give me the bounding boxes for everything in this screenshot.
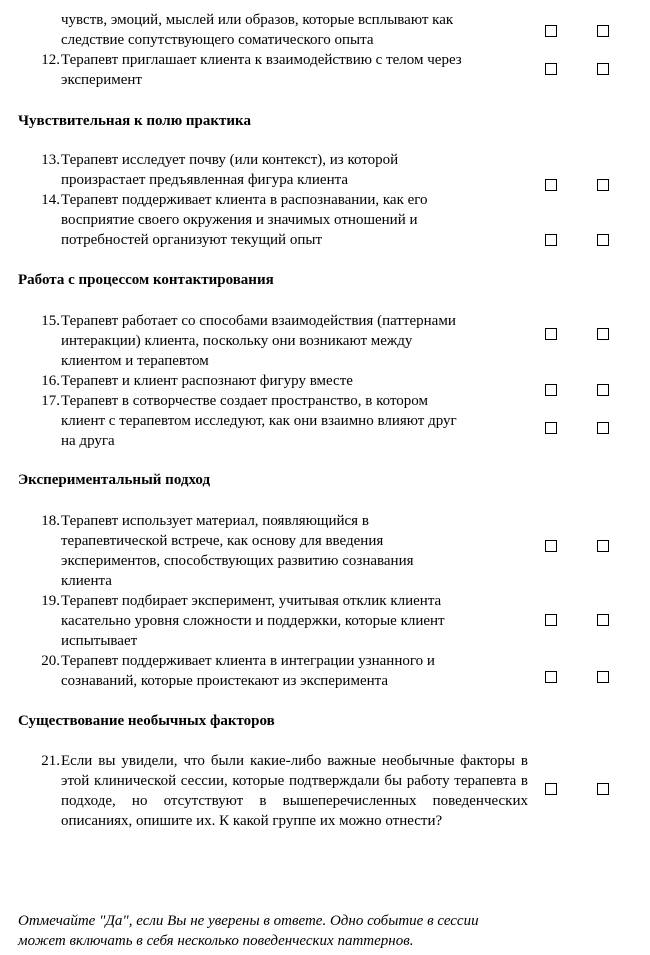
item-13-checkbox-yes[interactable] [545, 179, 557, 191]
item-14-checkbox-no[interactable] [597, 234, 609, 246]
item-15-checkbox-no[interactable] [597, 328, 609, 340]
item-19-text-line-3: испытывает [61, 633, 138, 649]
item-20-checkbox-no[interactable] [597, 671, 609, 683]
item-21-checkbox-no[interactable] [597, 783, 609, 795]
item-15-text-line-3: клиентом и терапевтом [61, 353, 209, 369]
item-13-text-line-1: Терапевт исследует почву (или контекст), из которой [61, 152, 399, 168]
item-19-text-line-2: касательно уровня сложности и поддержки, которые клиент [61, 613, 445, 629]
item-18-text-line-1: Терапевт использует материал, появляющийся в [61, 513, 369, 529]
item-11-text-line-1: чувств, эмоций, мыслей или образов, которые всплывают как [61, 12, 454, 28]
item-16-text-line-1: Терапевт и клиент распознают фигуру вместе [61, 373, 353, 389]
item-18-text-line-2: терапевтической встрече, как основу для введения [61, 533, 384, 549]
item-18-checkbox-no[interactable] [597, 540, 609, 552]
section-heading-experimental-approach: Экспериментальный подход [18, 472, 211, 488]
item-17-number: 17. [41, 393, 60, 409]
item-12-text-line-2: эксперимент [61, 72, 142, 88]
item-20-number: 20. [41, 653, 60, 669]
item-21-text: Если вы увидели, что были какие-либо важные необычные факторы в этой клинической сессии, которые подтверждали бы работу терапевта в подходе, но отсутствуют в вышеперечисленных поведенческих описаниях, опишите их. К какой группе их можно отнести? [61, 753, 528, 829]
item-12-number: 12. [41, 52, 60, 68]
item-11-text-line-2: следствие сопутствующего соматического опыта [61, 32, 374, 48]
item-12-text-line-1: Терапевт приглашает клиента к взаимодействию с телом через [61, 52, 462, 68]
item-15-text-line-1: Терапевт работает со способами взаимодействия (паттернами [61, 313, 456, 329]
item-13-text-line-2: произрастает предъявленная фигура клиента [61, 172, 349, 188]
item-19-checkbox-no[interactable] [597, 614, 609, 626]
section-heading-field-sensitive-practice: Чувствительная к полю практика [18, 113, 251, 129]
item-20-text-line-2: сознаваний, которые проистекают из эксперимента [61, 673, 389, 689]
item-21-number: 21. [41, 753, 60, 769]
section-heading-contact-process: Работа с процессом контактирования [18, 272, 274, 288]
item-17-text-line-1: Терапевт в сотворчестве создает пространство, в котором [61, 393, 429, 409]
footnote-line-1: Отмечайте "Да", если Вы не уверены в ответе. Одно событие в сессии [18, 913, 479, 929]
item-20-text-line-1: Терапевт поддерживает клиента в интеграции узнанного и [61, 653, 435, 669]
item-11-checkbox-yes[interactable] [545, 25, 557, 37]
item-19-text-line-1: Терапевт подбирает эксперимент, учитывая отклик клиента [61, 593, 442, 609]
item-19-number: 19. [41, 593, 60, 609]
item-13-number: 13. [41, 152, 60, 168]
item-17-text-line-3: на друга [61, 433, 115, 449]
item-17-text-line-2: клиент с терапевтом исследуют, как они взаимно влияют друг [61, 413, 457, 429]
item-16-checkbox-yes[interactable] [545, 384, 557, 396]
footnote-line-2: может включать в себя несколько поведенческих паттернов. [18, 933, 414, 949]
item-15-number: 15. [41, 313, 60, 329]
item-21-checkbox-yes[interactable] [545, 783, 557, 795]
item-18-text-line-4: клиента [61, 573, 112, 589]
item-15-checkbox-yes[interactable] [545, 328, 557, 340]
item-20-checkbox-yes[interactable] [545, 671, 557, 683]
item-12-checkbox-yes[interactable] [545, 63, 557, 75]
item-13-checkbox-no[interactable] [597, 179, 609, 191]
item-18-text-line-3: экспериментов, способствующих развитию сознавания [61, 553, 414, 569]
item-15-text-line-2: интеракции) клиента, поскольку они возникают между [61, 333, 413, 349]
item-16-number: 16. [41, 373, 60, 389]
item-14-text-line-1: Терапевт поддерживает клиента в распознавании, как его [61, 192, 428, 208]
item-14-checkbox-yes[interactable] [545, 234, 557, 246]
item-17-checkbox-no[interactable] [597, 422, 609, 434]
item-14-text-line-2: восприятие своего окружения и значимых отношений и [61, 212, 418, 228]
section-heading-unusual-factors: Существование необычных факторов [18, 713, 275, 729]
item-14-number: 14. [41, 192, 60, 208]
item-12-checkbox-no[interactable] [597, 63, 609, 75]
item-18-number: 18. [41, 513, 60, 529]
item-16-checkbox-no[interactable] [597, 384, 609, 396]
item-19-checkbox-yes[interactable] [545, 614, 557, 626]
item-17-checkbox-yes[interactable] [545, 422, 557, 434]
item-11-checkbox-no[interactable] [597, 25, 609, 37]
item-18-checkbox-yes[interactable] [545, 540, 557, 552]
item-14-text-line-3: потребностей организуют текущий опыт [61, 232, 322, 248]
